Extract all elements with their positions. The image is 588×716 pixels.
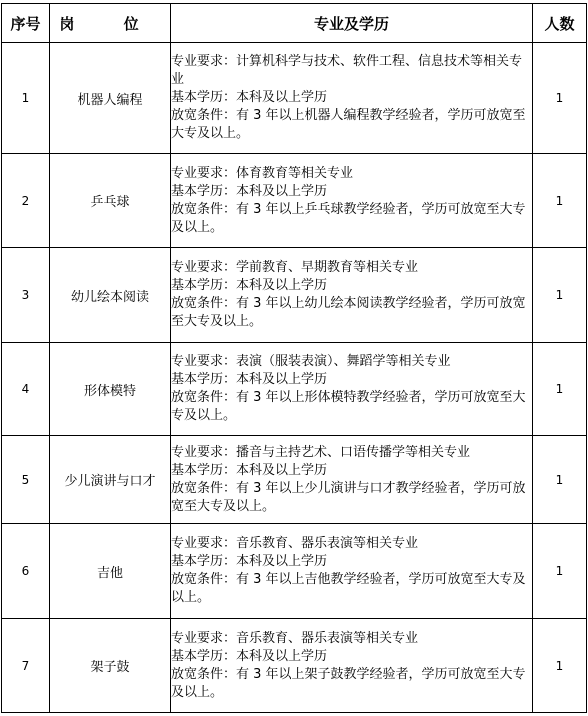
table-row <box>2 154 587 248</box>
table-header-row <box>2 4 587 43</box>
row-number: 2 <box>2 154 50 248</box>
head-count: 1 <box>533 43 587 154</box>
post-name: 乒乓球 <box>50 154 171 248</box>
requirements-cell <box>171 43 533 154</box>
head-count: 1 <box>533 619 587 713</box>
relaxed-condition: 放宽条件：有 3 年以上机器人编程教学经验者，学历可放宽至大专及以上。 <box>171 108 526 141</box>
relaxed-condition: 放宽条件：有 3 年以上乒乓球教学经验者，学历可放宽至大专及以上。 <box>171 201 526 235</box>
education-requirement: 基本学历：本科及以上学历 <box>171 278 328 293</box>
post-name: 架子鼓 <box>50 619 171 713</box>
education-requirement: 基本学历：本科及以上学历 <box>171 648 328 664</box>
relaxed-condition: 放宽条件：有 3 年以上幼儿绘本阅读教学经验者，学历可放宽至大专及以上。 <box>171 296 526 329</box>
header-count: 人数 <box>533 4 587 43</box>
post-name: 机器人编程 <box>50 43 171 154</box>
table-row <box>2 436 587 524</box>
head-count: 1 <box>533 154 587 248</box>
job-table <box>1 3 587 713</box>
head-count: 1 <box>533 343 587 436</box>
education-requirement: 基本学历：本科及以上学历 <box>171 554 328 569</box>
post-name: 少儿演讲与口才 <box>50 436 171 524</box>
requirements-cell <box>171 619 533 713</box>
major-requirement: 专业要求：计算机科学与技术、软件工程、信息技术等相关专业 <box>171 54 523 87</box>
post-name: 吉他 <box>50 524 171 619</box>
row-number: 3 <box>2 248 50 343</box>
major-requirement: 专业要求：体育教育等相关专业 <box>171 165 354 181</box>
relaxed-condition: 放宽条件：有 3 年以上架子鼓教学经验者，学历可放宽至大专及以上。 <box>171 666 526 700</box>
major-requirement: 专业要求：播音与主持艺术、口语传播学等相关专业 <box>171 444 471 460</box>
education-requirement: 基本学历：本科及以上学历 <box>171 372 328 387</box>
post-name: 幼儿绘本阅读 <box>50 248 171 343</box>
table-row <box>2 524 587 619</box>
row-number: 4 <box>2 343 50 436</box>
major-requirement: 专业要求：学前教育、早期教育等相关专业 <box>171 260 419 275</box>
row-number: 5 <box>2 436 50 524</box>
header-no: 序号 <box>2 4 50 43</box>
head-count: 1 <box>533 524 587 619</box>
requirements-cell <box>171 436 533 524</box>
education-requirement: 基本学历：本科及以上学历 <box>171 90 328 105</box>
relaxed-condition: 放宽条件：有 3 年以上吉他教学经验者，学历可放宽至大专及以上。 <box>171 572 526 605</box>
head-count: 1 <box>533 248 587 343</box>
relaxed-condition: 放宽条件：有 3 年以上形体模特教学经验者，学历可放宽至大专及以上。 <box>171 390 526 423</box>
requirements-cell <box>171 343 533 436</box>
education-requirement: 基本学历：本科及以上学历 <box>171 183 328 199</box>
requirements-cell <box>171 154 533 248</box>
requirements-cell <box>171 248 533 343</box>
header-post: 岗 位 <box>50 4 171 43</box>
row-number: 6 <box>2 524 50 619</box>
table-row <box>2 248 587 343</box>
major-requirement: 专业要求：音乐教育、器乐表演等相关专业 <box>171 630 419 646</box>
row-number: 1 <box>2 43 50 154</box>
table-row <box>2 43 587 154</box>
major-requirement: 专业要求：音乐教育、器乐表演等相关专业 <box>171 536 419 551</box>
table-row <box>2 619 587 713</box>
head-count: 1 <box>533 436 587 524</box>
table-row <box>2 343 587 436</box>
header-requirements: 专业及学历 <box>171 4 533 43</box>
relaxed-condition: 放宽条件：有 3 年以上少儿演讲与口才教学经验者，学历可放宽至大专及以上。 <box>171 480 526 514</box>
major-requirement: 专业要求：表演（服装表演）、舞蹈学等相关专业 <box>171 354 451 369</box>
requirements-cell <box>171 524 533 619</box>
post-name: 形体模特 <box>50 343 171 436</box>
row-number: 7 <box>2 619 50 713</box>
education-requirement: 基本学历：本科及以上学历 <box>171 462 328 478</box>
